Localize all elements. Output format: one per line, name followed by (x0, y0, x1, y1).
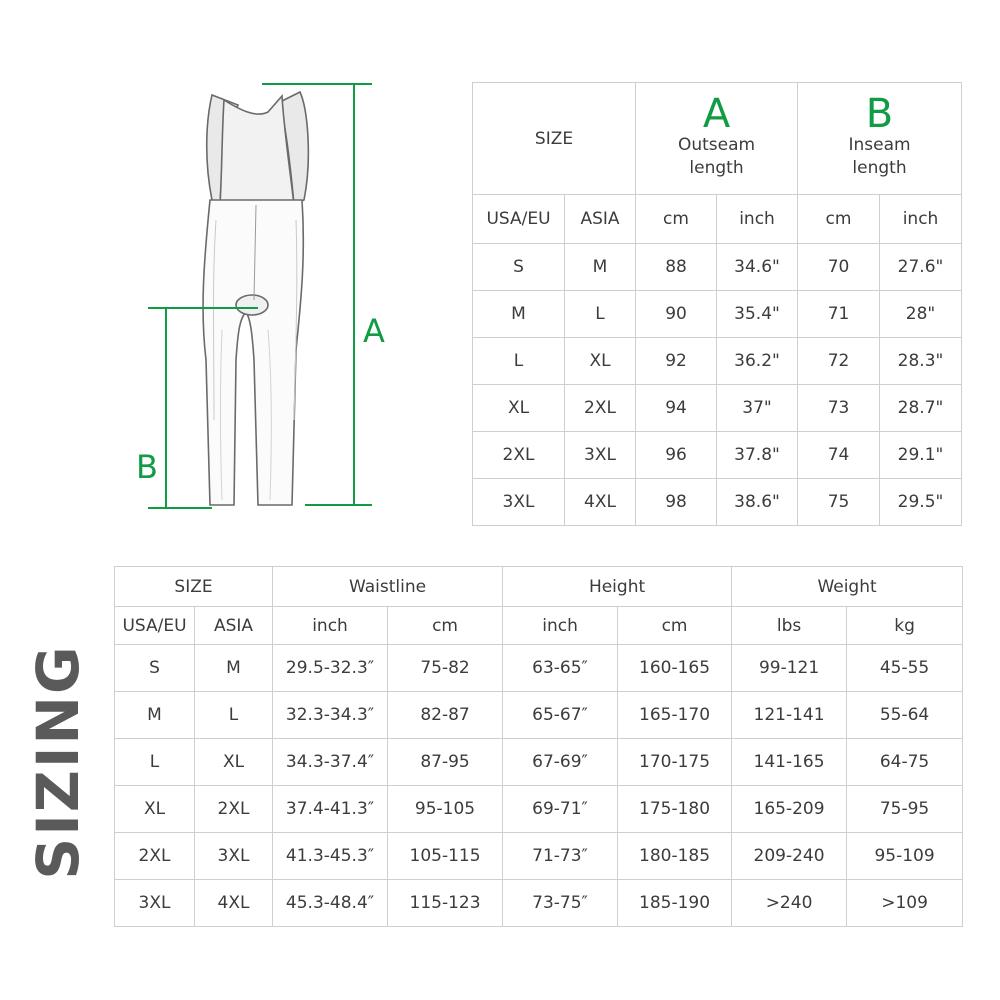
table-cell: 45-55 (847, 645, 963, 692)
table-cell: 185-190 (618, 880, 732, 927)
table-cell: M (565, 244, 636, 291)
inseam-letter: B (865, 90, 894, 137)
table-cell: 180-185 (618, 833, 732, 880)
table-subheader-row (473, 195, 962, 244)
table-cell: 37" (717, 385, 798, 432)
table-row (115, 645, 963, 692)
table-cell: 28" (880, 291, 962, 338)
table-row (115, 880, 963, 927)
table-cell: 96 (636, 432, 717, 479)
table-cell: 63-65″ (503, 645, 618, 692)
sizing-title: SIZING (24, 644, 92, 880)
subheader-weight-kg: kg (847, 607, 963, 645)
table-header-row (473, 83, 962, 195)
outseam-label-line2: length (689, 157, 744, 178)
dimension-a-label: A (363, 312, 385, 350)
table-cell: 88 (636, 244, 717, 291)
table-cell: 115-123 (388, 880, 503, 927)
table-cell: 2XL (115, 833, 195, 880)
table-cell: 121-141 (732, 692, 847, 739)
subheader-outseam-cm: cm (636, 195, 717, 244)
table-cell: 36.2" (717, 338, 798, 385)
table-row (115, 692, 963, 739)
table-cell: 3XL (195, 833, 273, 880)
table-row (473, 432, 962, 479)
table-cell: L (115, 739, 195, 786)
size-header: SIZE (473, 83, 636, 195)
subheader-asia: ASIA (195, 607, 273, 645)
table-cell: 92 (636, 338, 717, 385)
subheader-waist-inch: inch (273, 607, 388, 645)
table-cell: 4XL (195, 880, 273, 927)
table-cell: XL (473, 385, 565, 432)
waistline-header: Waistline (273, 567, 503, 607)
inseam-label-line1: Inseam (848, 134, 911, 155)
subheader-outseam-inch: inch (717, 195, 798, 244)
table-cell: 87-95 (388, 739, 503, 786)
table-cell: XL (565, 338, 636, 385)
table-cell: 95-105 (388, 786, 503, 833)
table-cell: 165-209 (732, 786, 847, 833)
table-cell: L (195, 692, 273, 739)
table-cell: 64-75 (847, 739, 963, 786)
table-cell: 29.5" (880, 479, 962, 526)
table-cell: 70 (798, 244, 880, 291)
bib-tights-sketch (203, 92, 308, 505)
subheader-inseam-inch: inch (880, 195, 962, 244)
outseam-letter: A (702, 90, 731, 137)
table-row (473, 479, 962, 526)
height-header: Height (503, 567, 732, 607)
subheader-asia: ASIA (565, 195, 636, 244)
table-cell: 65-67″ (503, 692, 618, 739)
table-subheader-row (115, 607, 963, 645)
table-cell: 72 (798, 338, 880, 385)
table-cell: 175-180 (618, 786, 732, 833)
table-cell: 37.4-41.3″ (273, 786, 388, 833)
table-cell: 71 (798, 291, 880, 338)
table-cell: 170-175 (618, 739, 732, 786)
table-cell: 28.7" (880, 385, 962, 432)
size-header: SIZE (115, 567, 273, 607)
subheader-waist-cm: cm (388, 607, 503, 645)
table-cell: 99-121 (732, 645, 847, 692)
table-cell: >240 (732, 880, 847, 927)
outseam-label-line1: Outseam (677, 134, 756, 155)
subheader-height-cm: cm (618, 607, 732, 645)
table-cell: 73-75″ (503, 880, 618, 927)
table-cell: 67-69″ (503, 739, 618, 786)
table-cell: 3XL (115, 880, 195, 927)
table-cell: 35.4" (717, 291, 798, 338)
table-cell: 90 (636, 291, 717, 338)
table-row (115, 739, 963, 786)
table-cell: 2XL (195, 786, 273, 833)
table-cell: 165-170 (618, 692, 732, 739)
bib-tights-diagram (0, 0, 470, 540)
table-cell: 38.6" (717, 479, 798, 526)
table-cell: 2XL (565, 385, 636, 432)
table-cell: S (473, 244, 565, 291)
table-row (473, 244, 962, 291)
table-cell: 4XL (565, 479, 636, 526)
table-row (115, 786, 963, 833)
table-row (473, 291, 962, 338)
table-cell: 160-165 (618, 645, 732, 692)
outseam-header (636, 83, 798, 195)
table-cell: XL (115, 786, 195, 833)
table-cell: 45.3-48.4″ (273, 880, 388, 927)
table-cell: 74 (798, 432, 880, 479)
table-cell: 37.8" (717, 432, 798, 479)
table-cell: 75-82 (388, 645, 503, 692)
subheader-inseam-cm: cm (798, 195, 880, 244)
table-cell: L (565, 291, 636, 338)
table-cell: M (195, 645, 273, 692)
table-cell: L (473, 338, 565, 385)
table-cell: 34.3-37.4″ (273, 739, 388, 786)
table-cell: 105-115 (388, 833, 503, 880)
table-header-row (115, 567, 963, 607)
body-size-table (114, 566, 963, 927)
table-cell: 94 (636, 385, 717, 432)
table-cell: XL (195, 739, 273, 786)
subheader-weight-lbs: lbs (732, 607, 847, 645)
subheader-height-inch: inch (503, 607, 618, 645)
table-cell: 82-87 (388, 692, 503, 739)
table-cell: S (115, 645, 195, 692)
dimension-b-line (148, 308, 258, 508)
table-cell: 3XL (473, 479, 565, 526)
table-cell: 55-64 (847, 692, 963, 739)
table-row (473, 385, 962, 432)
table-cell: 141-165 (732, 739, 847, 786)
dimension-b-label: B (136, 448, 158, 486)
table-cell: 75 (798, 479, 880, 526)
table-cell: 209-240 (732, 833, 847, 880)
table-cell: >109 (847, 880, 963, 927)
table-cell: 69-71″ (503, 786, 618, 833)
table-cell: 71-73″ (503, 833, 618, 880)
table-cell: 75-95 (847, 786, 963, 833)
table-cell: 28.3" (880, 338, 962, 385)
inseam-label-line2: length (852, 157, 907, 178)
table-row (115, 833, 963, 880)
table-cell: M (115, 692, 195, 739)
table-cell: 29.1" (880, 432, 962, 479)
table-cell: M (473, 291, 565, 338)
table-cell: 27.6" (880, 244, 962, 291)
table-cell: 98 (636, 479, 717, 526)
length-size-table (472, 82, 962, 526)
subheader-usa-eu: USA/EU (115, 607, 195, 645)
subheader-usa-eu: USA/EU (473, 195, 565, 244)
table-cell: 73 (798, 385, 880, 432)
inseam-header (798, 83, 962, 195)
table-cell: 34.6" (717, 244, 798, 291)
table-cell: 41.3-45.3″ (273, 833, 388, 880)
table-row (473, 338, 962, 385)
table-cell: 32.3-34.3″ (273, 692, 388, 739)
table-cell: 3XL (565, 432, 636, 479)
weight-header: Weight (732, 567, 963, 607)
table-cell: 2XL (473, 432, 565, 479)
table-cell: 29.5-32.3″ (273, 645, 388, 692)
table-cell: 95-109 (847, 833, 963, 880)
